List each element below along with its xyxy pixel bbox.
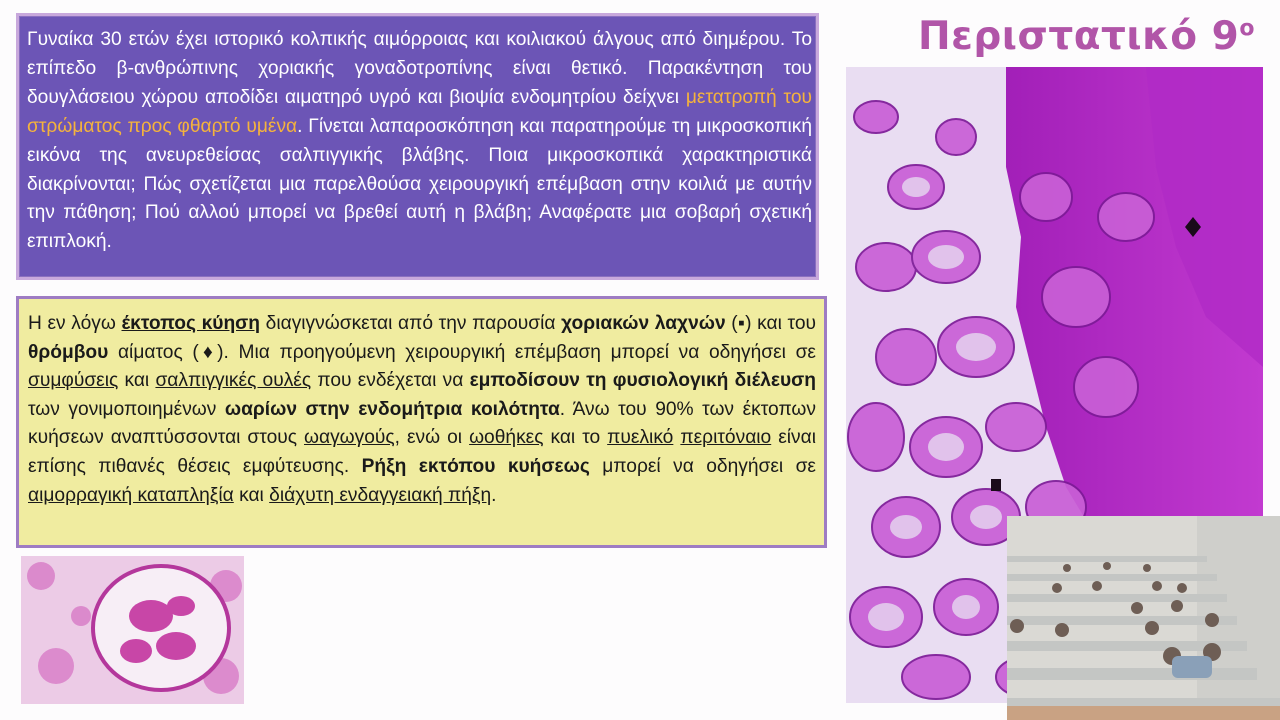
answer-text: Η εν λόγω bbox=[28, 313, 122, 334]
answer-text: και bbox=[118, 370, 156, 392]
slide-title-text: Περιστατικό 9 bbox=[918, 14, 1240, 59]
small-micrograph bbox=[21, 556, 244, 704]
answer-term-peritoneum: περιτόναιο bbox=[680, 427, 772, 449]
answer-text: και bbox=[233, 484, 270, 506]
answer-term-thrombus: θρόμβου bbox=[28, 341, 109, 363]
slide-title-sup: ο bbox=[1239, 16, 1255, 41]
answer-text: είναι επίσης πιθανές θέσεις εμφύτευσης. bbox=[28, 427, 816, 477]
answer-term-shock: αιμορραγική καταπληξία bbox=[28, 484, 234, 506]
question-box bbox=[16, 13, 819, 280]
answer-text: και το bbox=[543, 427, 608, 449]
answer-text: μπορεί να οδηγήσει σε bbox=[589, 455, 816, 477]
answer-term-rupture: Ρήξη εκτόπου κυήσεως bbox=[361, 455, 590, 477]
answer-term-ovaries: ωοθήκες bbox=[469, 427, 544, 449]
answer-term-scars: σαλπιγγικές ουλές bbox=[155, 370, 312, 392]
question-text-1: Γυναίκα 30 ετών έχει ιστορικό κολπικής αιμόρροιας και κοιλιακού άλγους από διημέρου. Το επίπεδο β-ανθρώπινης χοριακής γοναδοτροπίνης είναι θετικό. Παρακέντηση του δουγλάσειου χώρου αποδίδει αιματηρό υγρό και βιοψία ενδομητρίου δείχνει bbox=[27, 29, 812, 108]
webcam-feed bbox=[1007, 516, 1280, 720]
answer-box bbox=[16, 296, 827, 548]
answer-term-tubes: ωαγωγούς bbox=[304, 427, 395, 449]
answer-term-ectopic: έκτοπος κύηση bbox=[121, 313, 261, 334]
answer-term-dic: διάχυτη ενδαγγειακή πήξη bbox=[269, 484, 492, 506]
webcam-image bbox=[1007, 516, 1280, 720]
answer-text: που ενδέχεται να bbox=[311, 370, 470, 392]
answer-term-pelvic: πυελικό bbox=[607, 427, 674, 449]
question-text-2: . Γίνεται λαπαροσκόπηση και παρατηρούμε τη μικροσκοπική εικόνα της ανευρεθείσας σαλπιγγικής βλάβης. Ποια μικροσκοπικά χαρακτηριστικά διακρίνονται; Πώς σχετίζεται μια παρελθούσα χειρουργική επέμβαση στην κοιλιά με αυτήν την πάθηση; Πού αλλού μπορεί να βρεθεί αυτή η βλάβη; Αναφέρατε μια σοβαρή σχετική επιπλοκή. bbox=[27, 115, 812, 253]
answer-term-adhesions: συμφύσεις bbox=[28, 370, 119, 392]
answer-text: των γονιμοποιημένων bbox=[28, 398, 225, 420]
answer-text: διαγιγνώσκεται από την παρουσία bbox=[260, 313, 562, 334]
answer-text: . bbox=[491, 484, 497, 506]
answer-term-obstruct: εμποδίσουν τη φυσιολογική διέλευση bbox=[469, 370, 817, 392]
answer-text: (▪) και του bbox=[725, 313, 817, 334]
small-micrograph-image bbox=[21, 556, 244, 704]
answer-text: , ενώ οι bbox=[394, 427, 470, 449]
question-highlight: μετατροπή του στρώματος προς φθαρτό υμένα bbox=[27, 86, 812, 137]
answer-term-villi: χοριακών λαχνών bbox=[561, 313, 726, 334]
villus-marker-icon bbox=[991, 479, 1001, 491]
answer-text: . Άνω του 90% των έκτοπων κυήσεων αναπτύσσονται στους bbox=[28, 398, 816, 449]
answer-text: αίματος (♦). Μια προηγούμενη χειρουργική επέμβαση μπορεί να οδηγήσει σε bbox=[108, 341, 816, 363]
slide-title bbox=[918, 14, 1255, 59]
answer-term-ova: ωαρίων στην ενδομήτρια κοιλότητα bbox=[224, 398, 560, 420]
